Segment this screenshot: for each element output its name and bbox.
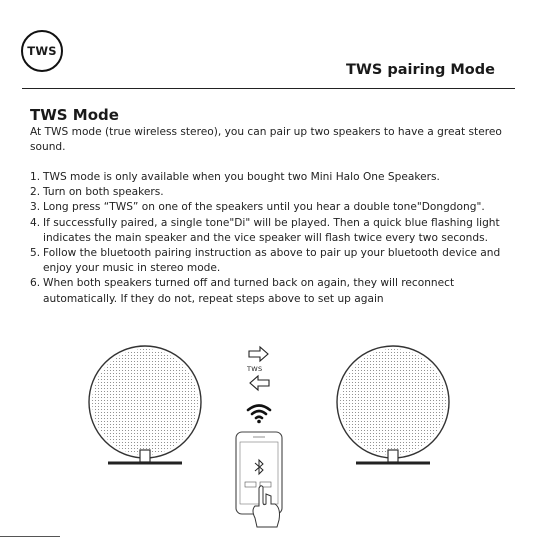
footer-divider bbox=[0, 536, 60, 537]
step-number: 5. bbox=[30, 247, 41, 260]
step-text: TWS mode is only available when you bought two Mini Halo One Speakers. bbox=[43, 171, 440, 183]
step-text: If successfully paired, a single tone"Di" will be played. Then a quick blue flashing light indicates the main speaker and the vice speaker will flash twice every two seconds. bbox=[43, 216, 500, 244]
step-text: When both speakers turned off and turned back on again, they will reconnect automatically. If they do not, repeat steps above to set up again bbox=[43, 277, 455, 305]
page-title: TWS pairing Mode bbox=[346, 62, 495, 78]
speaker-left bbox=[88, 345, 208, 470]
step-item bbox=[30, 200, 520, 215]
logo-text: TWS bbox=[27, 44, 57, 58]
arrow-left-icon bbox=[248, 375, 270, 391]
wifi-icon bbox=[246, 402, 272, 424]
step-item bbox=[30, 216, 520, 246]
speaker-right bbox=[336, 345, 456, 470]
step-number: 2. bbox=[30, 186, 41, 199]
step-number: 6. bbox=[30, 277, 41, 290]
steps-list bbox=[30, 170, 520, 307]
step-item bbox=[30, 170, 520, 185]
tws-logo bbox=[21, 30, 63, 72]
step-number: 4. bbox=[30, 216, 41, 229]
step-text: Follow the bluetooth pairing instruction as above to pair up your bluetooth device and enjoy your music in stereo mode. bbox=[43, 247, 501, 275]
header-divider bbox=[22, 88, 515, 89]
step-number: 1. bbox=[30, 171, 41, 183]
smartphone bbox=[233, 430, 293, 528]
arrow-right-icon bbox=[248, 346, 270, 362]
step-text: Turn on both speakers. bbox=[43, 186, 164, 199]
step-text: Long press “TWS” on one of the speakers until you hear a double tone"Dongdong". bbox=[43, 201, 485, 214]
step-item bbox=[30, 185, 520, 200]
step-item bbox=[30, 276, 520, 306]
step-number: 3. bbox=[30, 201, 41, 214]
tws-label: TWS bbox=[247, 365, 263, 373]
intro-paragraph: At TWS mode (true wireless stereo), you can pair up two speakers to have a great stereo sound. bbox=[30, 126, 502, 154]
step-item bbox=[30, 246, 520, 276]
section-title: TWS Mode bbox=[30, 106, 119, 124]
